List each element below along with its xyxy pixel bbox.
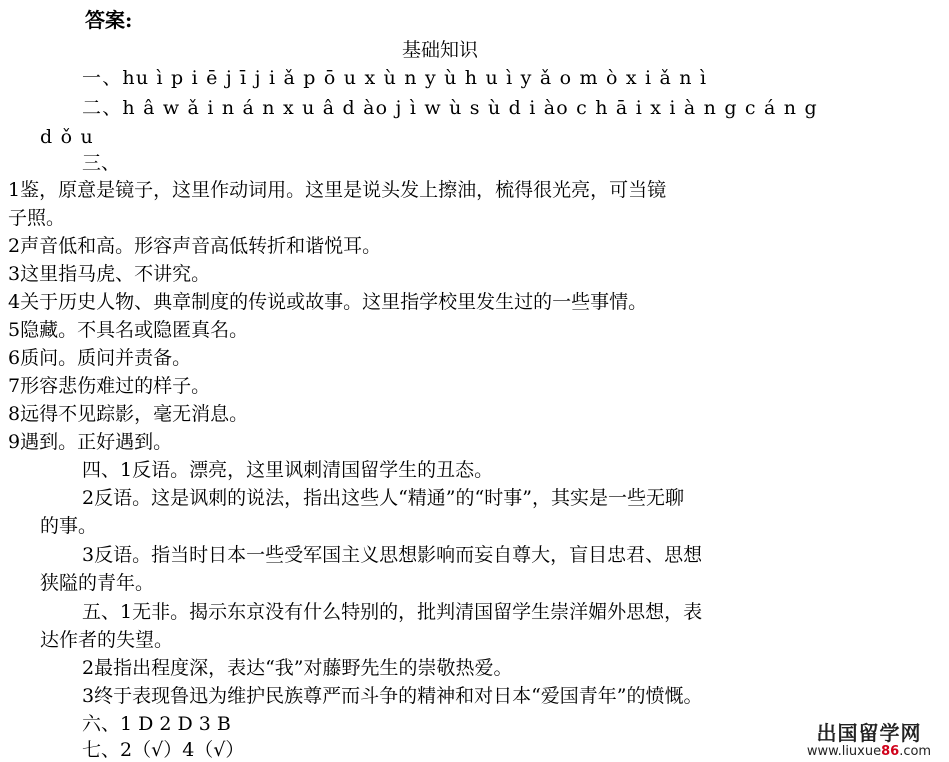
answer-line: 9遇到。正好遇到。 bbox=[8, 431, 173, 453]
answer-line: 2最指出程度深，表达“我”对藤野先生的崇敬热爱。 bbox=[82, 657, 513, 679]
answer-line: 3这里指马虎、不讲究。 bbox=[8, 263, 211, 285]
answer-line: 2反语。这是讽刺的说法，指出这些人“精通”的“时事”，其实是一些无聊 bbox=[82, 487, 684, 509]
answer-line: 3反语。指当时日本一些受军国主义思想影响而妄自尊大，盲目忠君、思想 bbox=[82, 544, 703, 566]
answer-line: 5隐藏。不具名或隐匿真名。 bbox=[8, 319, 249, 341]
answer-line: 七、2（√）4（√） bbox=[82, 739, 245, 761]
answer-line: 五、1无非。揭示东京没有什么特别的，批判清国留学生崇洋媚外思想，表 bbox=[82, 601, 703, 623]
answer-line: 狭隘的青年。 bbox=[40, 572, 155, 594]
pinyin-line-2: 二、h â w ǎ i n á n x u â d ào j ì w ù s ù d i ào c h ā i x i à n g c á n g bbox=[82, 97, 818, 119]
answer-line: 六、1 D 2 D 3 B bbox=[82, 713, 231, 735]
watermark-title: 出国留学网 bbox=[816, 721, 922, 745]
section-three-label: 三、 bbox=[82, 152, 121, 174]
section-title: 基础知识 bbox=[401, 39, 478, 61]
pinyin-line-2-cont: d ǒ u bbox=[40, 126, 94, 148]
watermark-url-prefix: www.liuxue bbox=[806, 744, 882, 759]
answer-line: 3终于表现鲁迅为维护民族尊严而斗争的精神和对日本“爱国青年”的愤慨。 bbox=[82, 685, 703, 707]
watermark-url-suffix: .com bbox=[899, 744, 932, 759]
answer-line: 子照。 bbox=[8, 207, 66, 229]
answer-line: 6质问。质问并责备。 bbox=[8, 347, 192, 369]
site-watermark bbox=[799, 722, 939, 760]
answer-heading: 答案: bbox=[85, 8, 133, 32]
answer-line: 7形容悲伤难过的样子。 bbox=[8, 375, 211, 397]
pinyin-line-1: 一、hu ì p i ē j ī j i ǎ p ō u x ù n y ù h u ì y ǎ o m ò x i ǎ n ì bbox=[82, 67, 708, 89]
answer-line: 8远得不见踪影，毫无消息。 bbox=[8, 403, 249, 425]
answer-line: 2声音低和高。形容声音高低转折和谐悦耳。 bbox=[8, 235, 382, 257]
answer-line: 4关于历史人物、典章制度的传说或故事。这里指学校里发生过的一些事情。 bbox=[8, 291, 648, 313]
answer-line: 的事。 bbox=[40, 515, 98, 537]
watermark-url-number: 86 bbox=[881, 744, 900, 759]
watermark-url bbox=[799, 744, 939, 759]
answer-line: 达作者的失望。 bbox=[40, 629, 174, 651]
answer-line: 1鉴，原意是镜子，这里作动词用。这里是说头发上擦油，梳得很光亮，可当镜 bbox=[8, 179, 667, 201]
answer-line: 四、1反语。漂亮，这里讽刺清国留学生的丑态。 bbox=[82, 459, 494, 481]
